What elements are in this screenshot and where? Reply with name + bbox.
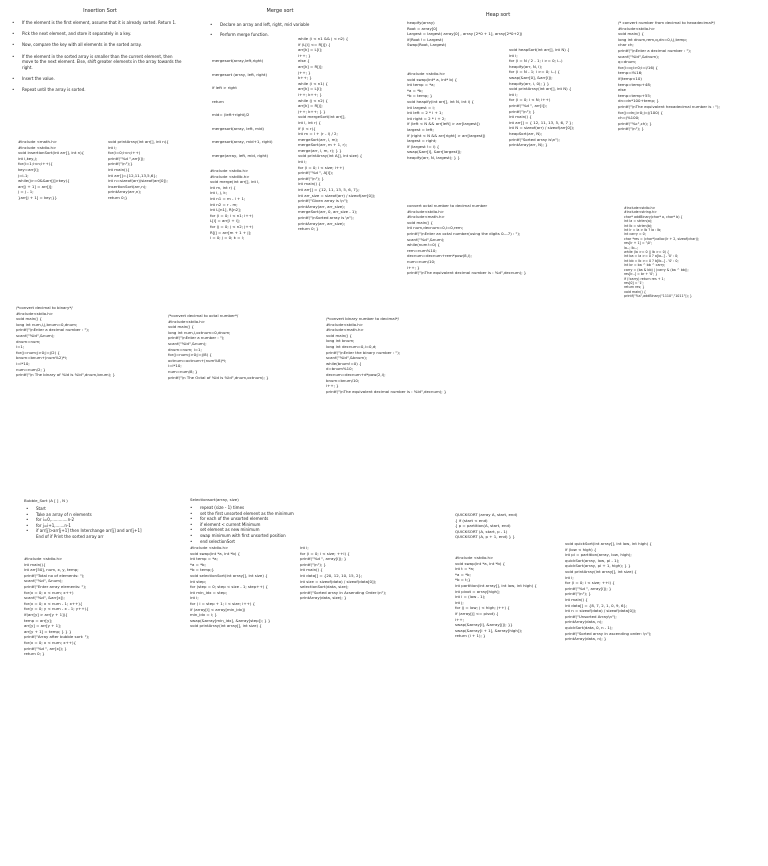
list-item: • for j=i+1,.......n-1	[26, 522, 71, 528]
selection-sort-main-code: int i; for (i = 0; i < size; ++i) { printf("%d ", array[i]); } printf("\n"); } int main() { int data[] = {20, 12, 10, 15, 2}; int size = sizeof(data) / sizeof(data[0]); selectionSort(data, size); printf("Sorted array in Acsending Order:\n"); printArray(data, size); }	[300, 545, 387, 601]
list-item: • for i=0,.............n-2	[26, 517, 75, 523]
decimal-to-octal-code: /*convert decimal to octal number*/ #include<stdio.h> void main() { long int num,i,octnum=0,dnum; printf("\nEnter a number : "); scanf("%ld",&num); dnum=num; i=1; for(j=num;j>0;j=j/8) { octnum=octnum+(num%8)*i; i=i*10; num=num/8; } printf("\n The Octal of %ld is %ld",dnum,octnum); }	[168, 313, 269, 380]
list-item: • Declare an array and left, right, mid variable	[210, 22, 310, 27]
list-item: • Now, compare the key with all elements in the sorted array.	[12, 42, 142, 48]
list-item: • Insert the value.	[12, 75, 55, 81]
list-item: • if element < current Minimum	[190, 521, 261, 527]
merge-sort-header: Merge sort	[266, 8, 294, 14]
list-item: • if arr[j]>arr[j+1] then Interchange arr[j] and arr[j+1] End of if Print the sorted array arr	[26, 528, 142, 539]
bubble-sort-title: Bubble_Sort (A [ ] , N )	[24, 498, 68, 503]
heap-sort-code: #include <stdio.h> void swap(int* a, int* b) { int temp = *a; *a = *b; *b = temp; } void heapify(int arr[], int N, int i) { int largest = i; int left = 2 * i + 1; int right = 2 * i + 2; if (left < N && arr[left] > arr[largest]) largest = left; if (right < N && arr[right] > arr[largest]) largest = right; if (largest != i) { swap(&arr[i], &arr[largest]); heapify(arr, N, largest); } }	[407, 71, 486, 160]
heap-sort-header: Heap sort	[485, 12, 511, 18]
insertion-sort-print-code: void printArray(int arr[], int n){ int i; for(i=0;i<n;i++) printf("%d ",arr[i]); printf("\n");} int main(){ int arr[]={12,11,13,5,6}; int n=sizeof(arr)/sizeof(arr[0]); insertionSort(arr,n); printArray(arr,n); return 0;}	[108, 139, 169, 200]
bubble-sort-code: #include <stdio.h> int main(){ int arr[50], num, x, y, temp; printf("Total no of elements: "); scanf("%d", &num); printf("Enter array elements: "); for(x = 0; x < num; x++) scanf("%d", &arr[x]); for(x = 0; x < num - 1; x++){ for(y = 0; y < num - x - 1; y++){ if(arr[y] > arr[y + 1]){ temp = arr[y]; arr[y] = arr[y + 1]; arr[y + 1] = temp; } } } printf("Array after bubble sort: "); for(x = 0; x < num; x++){ printf("%d ", arr[x]); } return 0; }	[24, 556, 90, 657]
list-item: • Start	[26, 506, 46, 511]
binary-to-decimal-code: /*convert binary number to decimal*/ #include<stdio.h> #include<math.h> void main() { long int bnum; long int decnum=0,i=0,d; printf("\nEnter the binary number : "); scanf("%ld",&bnum); while(bnum!=0) { d=bnum%10; decnum=decnum+d*pow(2,i); bnum=bnum/10; i++; } printf("\nThe equivalent decimal number is : %ld",decnum); }	[326, 316, 447, 394]
decimal-to-binary-code: /*convert decimal to binary*/ #include<stdio.h> void main() { long int num,i,j,bnum=0,dnum; printf("\nEnter a decimal number : "); scanf("%ld",&num); dnum=num; i=1; for(j=num;j>0;j=j/2) { bnum=bnum+(num%2)*i; i=i*10; num=num/2; } printf("\n The binary of %ld is %ld",dnum,bnum); }	[16, 305, 116, 378]
list-item: • If the element is the first element, assume that it is already sorted. Return 1.	[12, 20, 177, 25]
list-item: • end selectionSort	[190, 538, 235, 544]
quicksort-pseudocode: QUICKSORT (array A, start, end) { if (start < end) { p = partition(A, start, end) QUICKSORT (A, start, p - 1) QUICKSORT (A, p + 1, end) } }	[455, 512, 518, 540]
selection-sort-title: Selectionsort(array, size)	[190, 497, 239, 502]
merge-sort-steps	[210, 22, 350, 37]
list-item: • for each of the unsorted elements	[190, 516, 269, 522]
selection-sort-code: #include <stdio.h> void swap(int *a, int *b) { int temp = *a; *a = *b; *b = temp;} void selectionSort(int array[], int size) { int step; for (step = 0; step < size - 1; step++) { int min_idx = step; int i; for ( i = step + 1; i < size; i++) { if (array[i] < array[min_idx]) min_idx = i; } swap(&array[min_idx], &array[step]); } } void printArray(int array[], int size) {	[190, 545, 271, 629]
insertion-sort-header: Insertion Sort	[83, 8, 117, 14]
list-item: • Pick the next element, and store it separately in a key.	[12, 31, 132, 37]
merge-function-code: #include <stdio.h> #include <stdlib.h> void merge(int arr[], int l, int m, int r) { int i, j, k; int n1 = m - l + 1; int n2 = r - m; int L[n1], R[n2]; for (i = 0; i < n1; i++) L[i] = arr[l + i]; for (j = 0; j < n2; j++) R[j] = arr[m + 1 + j]; i = 0; j = 0; k = l;	[210, 168, 260, 241]
list-item: • set the first unsorted element as the minimum	[190, 510, 294, 516]
list-item: • Repeat until the array is sorted.	[12, 87, 86, 93]
selection-sort-steps	[190, 505, 340, 544]
list-item: • Take an array of n elements	[26, 511, 92, 517]
merge-sort-pseudocode: mergesort(array,left,right) mergesort (array, left, right) if left > right return mid= (left+right)/2 mergesort(array, left, mid) mergesort(array, mid+1, right) merge(array, left, mid, right)	[212, 58, 273, 158]
insertion-sort-steps	[12, 20, 182, 98]
octal-to-decimal-code: convert octal number to decimal number #include<stdio.h> #include<math.h> void main() { int num,decnum=0,i=0,rem; printf("\nEnter an octal number(using the digits 0---7) : "); scanf("%d",&num); while(num!=0) { rem=num%10; decnum=decnum+rem*pow(8,i); num=num/10; i++; } printf("\nThe equivalent decimal number is : %d",decnum); }	[407, 203, 527, 276]
quicksort-partition-code: #include <stdio.h> void swap(int *a, int *b) { int t = *a; *a = *b; *b = t;} int partition(int array[], int low, int high) { int pivot = array[high]; int i = (low - 1); int j; for (j = low; j < high; j++) { if (array[j] <= pivot) { i++; swap(&array[i], &array[j]); }} swap(&array[i + 1], &array[high]); return (i + 1); }	[455, 555, 537, 639]
heapify-pseudocode: heapify(array) Root = array[0] Largest = largest( array[0] , array [2*0 + 1], array[2*0+2]) if(Root != Largest) Swap(Root, Largest)	[407, 20, 523, 48]
list-item: • Perform merge function.	[210, 31, 269, 37]
insertion-sort-code: #include <math.h> #include <stdio.h> void insertionSort(int arr[], int n){ int i,key,j; for(i=1;i<n;i++){ key=arr[i]; j=i-1; while(j>=0&&arr[j]>key){ arr[j + 1] = arr[j]; j = j - 1; }arr[j + 1] = key;}}	[18, 139, 85, 200]
binary-addition-code: #include<stdio.h> #include<string.h> char* addBinary(char* a, char* b) { int la = strlen(a); int lb = strlen(b); int lr = la > lb ? la : lb; int carry = 0; char *res = (char*)calloc(lr + 2, sizeof(char)); res[lr + 1] = '\0'; la--; lb--; while (la >= 0 || lb >= 0) { int ba = la >= 0 ? a[la--] - '0' : 0; int bb = lb >= 0 ? b[lb--] - '0' : 0; int br = ba ^ bb ^ carry; carry = (ba & bb) | (carry & (ba ^ bb)); res[lr--] = br + '0'; } if (!carry) return res + 1; res[0] = '1'; return res; } void main() { printf("%s",addBinary("1110","1011")); }	[624, 206, 700, 299]
merge-sort-code: while (i < n1 && j < n2) { if (L[i] <= R[j]) { arr[k] = L[i]; i++; } else { arr[k] = R[j]; j++; } k++; } while (i < n1) { arr[k] = L[i]; i++; k++; } while (j < n2) { arr[k] = R[j]; j++; k++; } } void mergeSort(int arr[], int l, int r) { if (l < r){ int m = l + (r - l) / 2; mergeSort(arr, l, m); mergeSort(arr, m + 1, r); merge(arr, l, m, r); } } void printArray(int A[], int size) { int i; for (i = 0; i < size; i++) printf("%d ", A[i]); printf("\n"); } int main() { int arr[] = {12, 11, 13, 5, 6, 7}; int arr_size = sizeof(arr) / sizeof(arr[0]); printf("Given array is \n"); printArray(arr, arr_size); mergeSort(arr, 0, arr_size - 1); printf("\nSorted array is \n"); printArray(arr, arr_size); return 0; }	[298, 36, 376, 232]
decimal-to-hex-code: /* convert number from decimal to hexadecimal*/ #include<stdio.h> void main() { long int dnum,rem,q,dn=0,i,j,temp; char ch; printf("\nEnter a decimal number : "); scanf("%ld",&dnum); q=dnum; for(i=q;i>0;i=i/16) { temp=i%16; if(temp<10) temp=temp+48; else temp=temp+55; dn=dn*100+temp; } printf("\nThe equivalent hexadecimal number is : "); for(j=dn;j>0;j=j/100) { ch=j%100; printf("%c",ch); } printf("\n"); }	[618, 20, 720, 132]
list-item: • If the element in the sorted array is smaller than the current element, then move to the next element. Else, shift greater elements in the array towards the right.	[12, 53, 182, 70]
list-item: • set element as new minimum	[190, 527, 260, 533]
list-item: • swap minimum with first unsorted position	[190, 532, 286, 538]
bubble-sort-steps	[26, 506, 196, 540]
quicksort-main-code: void quickSort(int array[], int low, int high) { if (low < high) { int pi = partition(array, low, high); quickSort(array, low, pi - 1); quickSort(array, pi + 1, high); } } void printArray(int array[], int size) { int i; for (i = 0; i < size; ++i) { printf("%d ", array[i]); } printf("\n"); } int main() { int data[] = {8, 7, 2, 1, 0, 9, 6}; int n = sizeof(data) / sizeof(data[0]); printf("Unsorted Array\n"); printArray(data, n); quickSort(data, 0, n - 1); printf("Sorted array in ascending order: \n"); printArray(data, n); }	[565, 541, 652, 642]
heap-sort-main-code: void heapSort(int arr[], int N) { int i; for (i = N / 2 - 1; i >= 0; i--) heapify(arr, N, i); for (i = N - 1; i >= 0; i--) { swap(&arr[0], &arr[i]); heapify(arr, i, 0); } } void printArray(int arr[], int N) { int i; for (i = 0; i < N; i++) printf("%d ", arr[i]); printf("\n"); } int main() { int arr[] = { 12, 11, 13, 5, 6, 7 }; int N = sizeof(arr) / sizeof(arr[0]); heapSort(arr, N); printf("Sorted array is\n"); printArray(arr, N); }	[509, 47, 575, 148]
list-item: • repeat (size - 1) times	[190, 505, 245, 510]
